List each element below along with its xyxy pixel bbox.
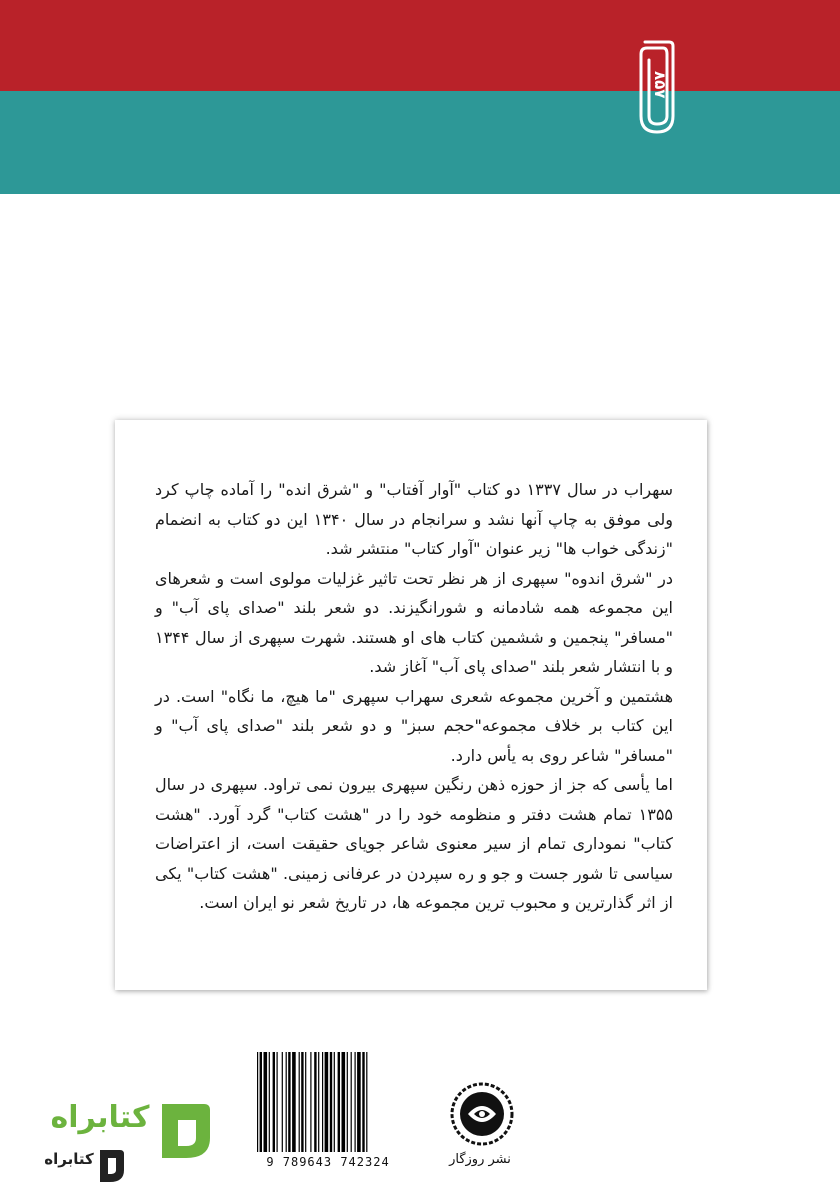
watermark-brand: کتابراه xyxy=(50,1100,150,1135)
barcode xyxy=(253,1050,403,1178)
blurb-paragraph: اما یأسی که جز از حوزه ذهن رنگین سپهری بیرون نمی تراود. سپهری در سال ۱۳۵۵ تمام هشت دفتر و منظومه خود را در "هشت کتاب" گرد آورد. "هشت کتاب" نموداری تمام از سیر معنوی شاعر جویای حقیقت است، از اعتراضات سیاسی تا شور جست و جو و ره سپردن در عرفانی زمینی. "هشت کتاب" یکی از اثر گذارترین و محبوب ترین مجموعه ها، در تاریخ شعر نو ایران است. xyxy=(155,775,673,912)
blurb-text xyxy=(155,475,673,918)
blurb-card xyxy=(115,420,707,990)
isbn-number: 9 789643 742324 xyxy=(266,1155,390,1169)
blurb-paragraph: هشتمین و آخرین مجموعه شعری سهراب سپهری "ما هیچ، ما نگاه" است. در این کتاب بر خلاف مجموعه"حجم سبز" و دو شعر بلند "صدای پای آب" و "مسافر" شاعر روی به یأس دارد. xyxy=(155,686,673,765)
top-red-band xyxy=(0,0,840,91)
barcode-bars xyxy=(253,1050,403,1154)
blurb-paragraph: سهراب در سال ۱۳۳۷ دو کتاب "آوار آفتاب" و "شرق انده" را آماده چاپ کرد ولی موفق به چاپ آنها نشد و سرانجام در سال ۱۳۴۰ این دو کتاب به انضمام "زندگی خواب ها" زیر عنوان "آوار کتاب" منتشر شد. xyxy=(155,480,674,558)
watermark-brand-small: کتابراه xyxy=(44,1150,94,1168)
publisher-emblem-icon xyxy=(448,1080,516,1148)
publisher-name: نشر روزگار xyxy=(449,1152,511,1167)
teal-band xyxy=(0,91,840,194)
blurb-paragraph: در "شرق اندوه" سپهری از هر نظر تحت تاثیر غزلیات مولوی است و شعرهای این مجموعه همه شادمانه و شورانگیزند. دو شعر بلند "صدای پای آب" و "مسافر" پنجمین و ششمین کتاب های او هستند. شهرت سپهری از سال ۱۳۴۴ و با انتشار شعر بلند "صدای پای آب" آغاز شد. xyxy=(155,568,673,676)
series-number: ۸۵۷ xyxy=(651,71,669,99)
